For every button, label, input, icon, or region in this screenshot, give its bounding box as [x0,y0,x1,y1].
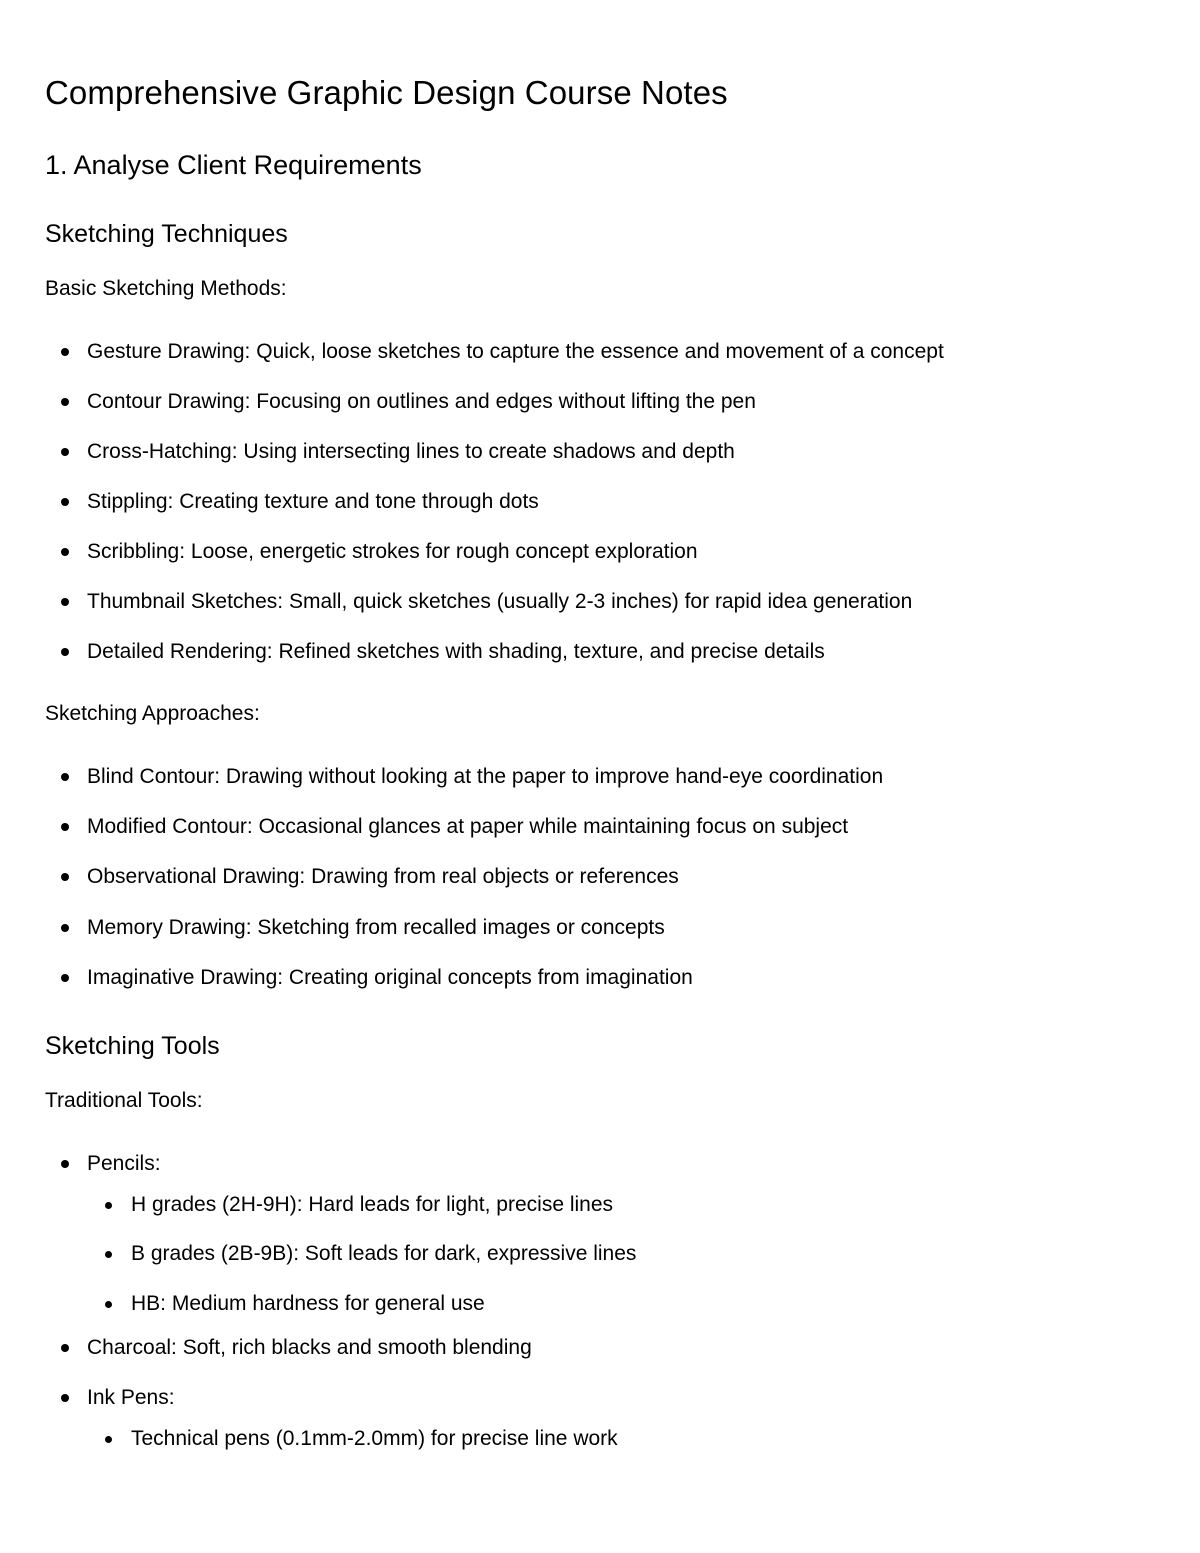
list-item [45,489,944,515]
sub-list-item: H grades (2H-9H): Hard leads for light, precise lines [87,1192,636,1218]
approaches-list [45,764,883,991]
pencils-sublist [87,1192,636,1317]
list-item-desc: Loose, energetic strokes for rough concept exploration [185,540,698,563]
traditional-tools-list [45,1151,636,1452]
list-item-term: Charcoal: [87,1336,177,1359]
list-item [45,814,883,840]
list-item [45,339,944,365]
sub-list-item: B grades (2B-9B): Soft leads for dark, expressive lines [87,1241,636,1267]
list-item [45,539,944,565]
list-item-desc: Quick, loose sketches to capture the essence and movement of a concept [250,340,944,363]
list-item-term: Stippling: [87,490,174,513]
section-heading: 1. Analyse Client Requirements [45,150,422,180]
list-item-ink-pens [45,1385,636,1452]
sketching-tools-heading: Sketching Tools [45,1032,220,1060]
traditional-tools-label: Traditional Tools: [45,1089,203,1112]
list-item-desc: Refined sketches with shading, texture, and precise details [272,640,825,663]
document-title: Comprehensive Graphic Design Course Notes [45,74,728,111]
list-item-desc: Creating original concepts from imagination [283,966,693,989]
sketching-techniques-heading: Sketching Techniques [45,220,288,248]
list-item-charcoal [45,1335,636,1361]
list-item [45,389,944,415]
list-item-desc: Using intersecting lines to create shadows and depth [237,440,735,463]
sub-list-item: Technical pens (0.1mm-2.0mm) for precise line work [87,1426,636,1452]
list-item [45,764,883,790]
list-item-term: Scribbling: [87,540,186,563]
list-item-term: Cross-Hatching: [87,440,238,463]
list-item-desc: Creating texture and tone through dots [173,490,539,513]
list-item-desc: Focusing on outlines and edges without lifting the pen [250,390,756,413]
list-item-term: Memory Drawing: [87,916,252,939]
list-item-desc: Drawing from real objects or references [305,865,679,888]
list-item-desc: Occasional glances at paper while maintaining focus on subject [252,815,849,838]
list-item [45,639,944,665]
list-item-term: Contour Drawing: [87,390,251,413]
list-item [45,915,883,941]
list-item-desc: Sketching from recalled images or concepts [251,916,665,939]
basic-methods-label: Basic Sketching Methods: [45,277,287,300]
list-item-term: Blind Contour: [87,765,221,788]
list-item-term: Gesture Drawing: [87,340,251,363]
list-item-term: Imaginative Drawing: [87,966,284,989]
list-item [45,965,883,991]
basic-methods-list [45,339,944,665]
ink-pens-sublist [87,1426,636,1452]
list-item-term: Thumbnail Sketches: [87,590,284,613]
list-item-term: Detailed Rendering: [87,640,273,663]
sub-list-item: HB: Medium hardness for general use [87,1291,636,1317]
list-item [45,439,944,465]
list-item-term: Ink Pens: [87,1386,175,1409]
list-item-term: Pencils: [87,1152,161,1175]
list-item-desc: Soft, rich blacks and smooth blending [176,1336,532,1359]
list-item-term: Observational Drawing: [87,865,306,888]
list-item-desc: Small, quick sketches (usually 2-3 inches) for rapid idea generation [283,590,913,613]
approaches-label: Sketching Approaches: [45,702,260,725]
list-item-desc: Drawing without looking at the paper to improve hand-eye coordination [220,765,884,788]
list-item-term: Modified Contour: [87,815,253,838]
list-item-pencils [45,1151,636,1317]
list-item [45,864,883,890]
list-item [45,589,944,615]
